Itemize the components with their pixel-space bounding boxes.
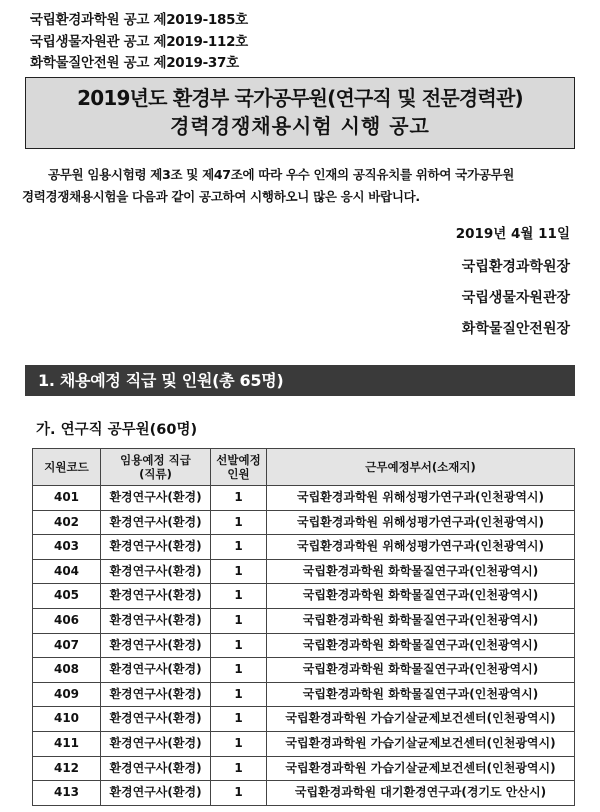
cell-code: 409 [33, 682, 101, 707]
signer-nibr: 국립생물자원관장 [461, 290, 570, 306]
signers [462, 252, 570, 345]
notice-numbers [30, 10, 248, 75]
cell-count: 1 [211, 756, 267, 781]
table-row [33, 756, 575, 781]
cell-dept: 국립환경과학원 화학물질연구과(인천광역시) [267, 633, 575, 658]
cell-job: 환경연구사(환경) [101, 682, 211, 707]
positions-table [32, 448, 575, 806]
intro-line2: 경력경쟁채용시험을 다음과 같이 공고하여 시행하오니 많은 응시 바랍니다. [22, 189, 420, 204]
cell-code: 402 [33, 510, 101, 535]
table-row [33, 486, 575, 511]
cell-code: 403 [33, 535, 101, 560]
header-job-line2: (직류) [139, 467, 172, 481]
header-count-line1: 선발예정 [216, 453, 261, 467]
cell-code: 410 [33, 707, 101, 732]
table-row [33, 658, 575, 683]
cell-dept: 국립환경과학원 가습기살균제보건센터(인천광역시) [267, 731, 575, 756]
cell-code: 413 [33, 781, 101, 806]
cell-job: 환경연구사(환경) [101, 535, 211, 560]
cell-dept: 국립환경과학원 위해성평가연구과(인천광역시) [267, 510, 575, 535]
cell-count: 1 [211, 707, 267, 732]
cell-count: 1 [211, 608, 267, 633]
notice-number-nics: 화학물질안전원 공고 제2019-37호 [30, 55, 239, 71]
cell-count: 1 [211, 731, 267, 756]
cell-dept: 국립환경과학원 위해성평가연구과(인천광역시) [267, 535, 575, 560]
cell-dept: 국립환경과학원 화학물질연구과(인천광역시) [267, 559, 575, 584]
intro-paragraph [22, 164, 582, 208]
cell-code: 401 [33, 486, 101, 511]
cell-code: 406 [33, 608, 101, 633]
header-count-line2: 인원 [227, 467, 250, 481]
notice-number-nibr: 국립생물자원관 공고 제2019-112호 [30, 33, 248, 50]
section-heading-1: 1. 채용예정 직급 및 인원(총 65명) [25, 365, 575, 396]
cell-count: 1 [211, 633, 267, 658]
header-code: 지원코드 [33, 449, 101, 486]
cell-code: 411 [33, 731, 101, 756]
table-row [33, 559, 575, 584]
cell-count: 1 [211, 535, 267, 560]
intro-line1: 공무원 임용시험령 제3조 및 제47조에 따라 우수 인재의 공직유치를 위하여 국가공무원 [48, 167, 515, 182]
subsection-heading: 가. 연구직 공무원(60명) [36, 422, 198, 438]
cell-job: 환경연구사(환경) [101, 756, 211, 781]
cell-job: 환경연구사(환경) [101, 584, 211, 609]
table-row [33, 682, 575, 707]
cell-count: 1 [211, 584, 267, 609]
cell-dept: 국립환경과학원 가습기살균제보건센터(인천광역시) [267, 756, 575, 781]
cell-dept: 국립환경과학원 가습기살균제보건센터(인천광역시) [267, 707, 575, 732]
cell-code: 407 [33, 633, 101, 658]
title-box [25, 77, 575, 149]
cell-code: 405 [33, 584, 101, 609]
cell-job: 환경연구사(환경) [101, 486, 211, 511]
cell-count: 1 [211, 658, 267, 683]
table-row [33, 608, 575, 633]
table-row [33, 707, 575, 732]
cell-code: 408 [33, 658, 101, 683]
header-job-line1: 임용예정 직급 [120, 453, 191, 467]
cell-job: 환경연구사(환경) [101, 608, 211, 633]
cell-job: 환경연구사(환경) [101, 633, 211, 658]
header-count [211, 449, 267, 486]
cell-job: 환경연구사(환경) [101, 510, 211, 535]
cell-code: 404 [33, 559, 101, 584]
document-title-line1: 2019년도 환경부 국가공무원(연구직 및 전문경력관) [77, 86, 523, 110]
table-row [33, 535, 575, 560]
table-row [33, 584, 575, 609]
cell-dept: 국립환경과학원 화학물질연구과(인천광역시) [267, 608, 575, 633]
cell-count: 1 [211, 486, 267, 511]
cell-dept: 국립환경과학원 화학물질연구과(인천광역시) [267, 584, 575, 609]
cell-dept: 국립환경과학원 대기환경연구과(경기도 안산시) [267, 781, 575, 806]
notice-number-nier: 국립환경과학원 공고 제2019-185호 [30, 12, 248, 28]
cell-dept: 국립환경과학원 화학물질연구과(인천광역시) [267, 658, 575, 683]
cell-code: 412 [33, 756, 101, 781]
cell-count: 1 [211, 510, 267, 535]
cell-dept: 국립환경과학원 위해성평가연구과(인천광역시) [267, 486, 575, 511]
table-row [33, 731, 575, 756]
cell-dept: 국립환경과학원 화학물질연구과(인천광역시) [267, 682, 575, 707]
table-row [33, 510, 575, 535]
cell-count: 1 [211, 781, 267, 806]
cell-count: 1 [211, 682, 267, 707]
cell-job: 환경연구사(환경) [101, 658, 211, 683]
signer-nics: 화학물질안전원장 [461, 321, 570, 337]
document-title-line2: 경력경쟁채용시험 시행 공고 [170, 114, 430, 138]
table-row [33, 633, 575, 658]
cell-job: 환경연구사(환경) [101, 559, 211, 584]
cell-job: 환경연구사(환경) [101, 781, 211, 806]
table-header-row [33, 449, 575, 486]
cell-job: 환경연구사(환경) [101, 707, 211, 732]
header-dept: 근무예정부서(소재지) [267, 449, 575, 486]
signer-nier: 국립환경과학원장 [461, 259, 570, 275]
table-row [33, 781, 575, 806]
notice-date: 2019년 4월 11일 [455, 226, 570, 242]
header-job [101, 449, 211, 486]
cell-job: 환경연구사(환경) [101, 731, 211, 756]
cell-count: 1 [211, 559, 267, 584]
